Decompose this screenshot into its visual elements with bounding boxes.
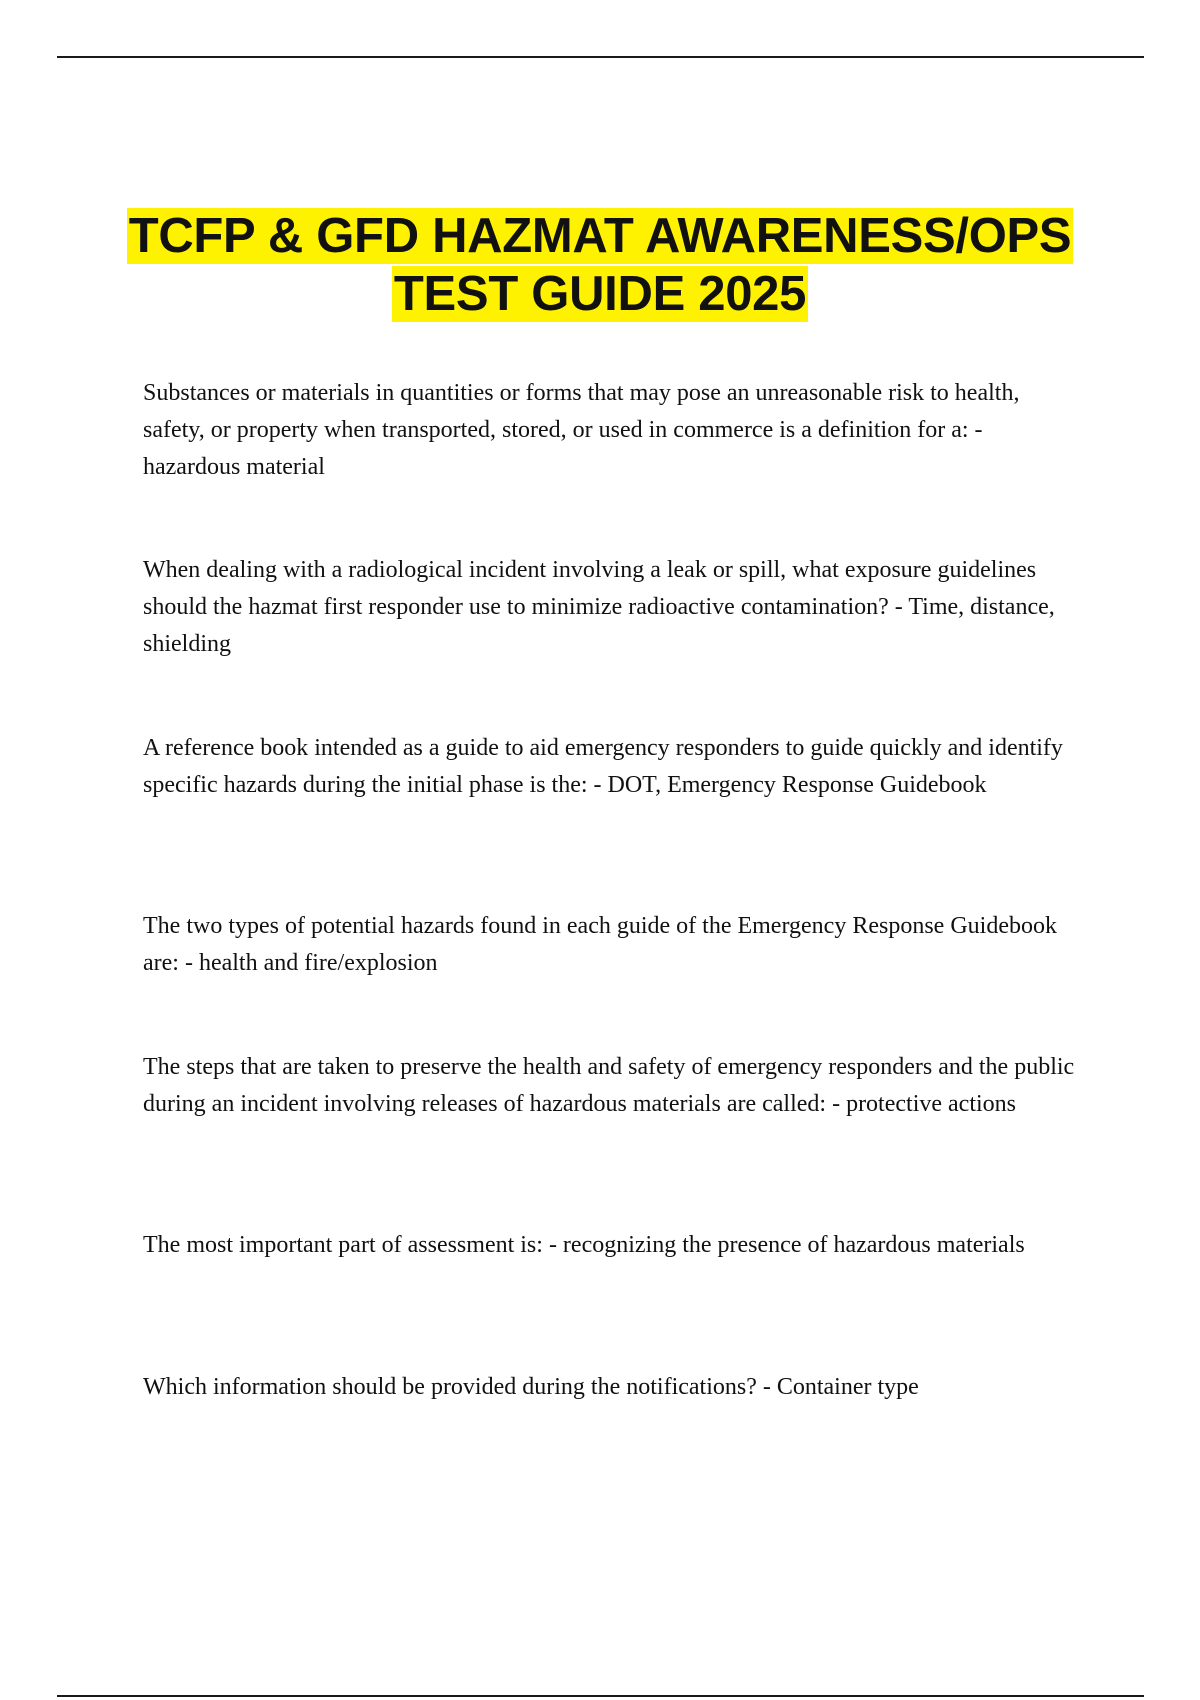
qa-item-4: The two types of potential hazards found in each guide of the Emergency Response Guidebook are: - health and fire/explosion bbox=[143, 913, 1057, 976]
document-title bbox=[80, 208, 1120, 322]
qa-item-3: A reference book intended as a guide to aid emergency responders to guide quickly and identify specific hazards during the initial phase is the: - DOT, Emergency Response Guidebook bbox=[143, 735, 1063, 798]
bottom-rule bbox=[57, 1695, 1144, 1697]
qa-item-2: When dealing with a radiological incident involving a leak or spill, what exposure guidelines should the hazmat first responder use to minimize radioactive contamination? - Time, distance, shielding bbox=[143, 557, 1055, 657]
qa-item-5: The steps that are taken to preserve the health and safety of emergency responders and the public during an incident involving releases of hazardous materials are called: - protective actions bbox=[143, 1054, 1075, 1117]
qa-item-7: Which information should be provided during the notifications? - Container type bbox=[143, 1374, 919, 1400]
top-rule bbox=[57, 56, 1144, 58]
qa-item-6: The most important part of assessment is: - recognizing the presence of hazardous materials bbox=[143, 1232, 1025, 1258]
qa-item-1: Substances or materials in quantities or forms that may pose an unreasonable risk to health, safety, or property when transported, stored, or used in commerce is a definition for a: - hazardous material bbox=[143, 380, 1020, 480]
title-line-2: TEST GUIDE 2025 bbox=[393, 267, 807, 321]
title-line-1: TCFP & GFD HAZMAT AWARENESS/OPS bbox=[128, 209, 1072, 263]
